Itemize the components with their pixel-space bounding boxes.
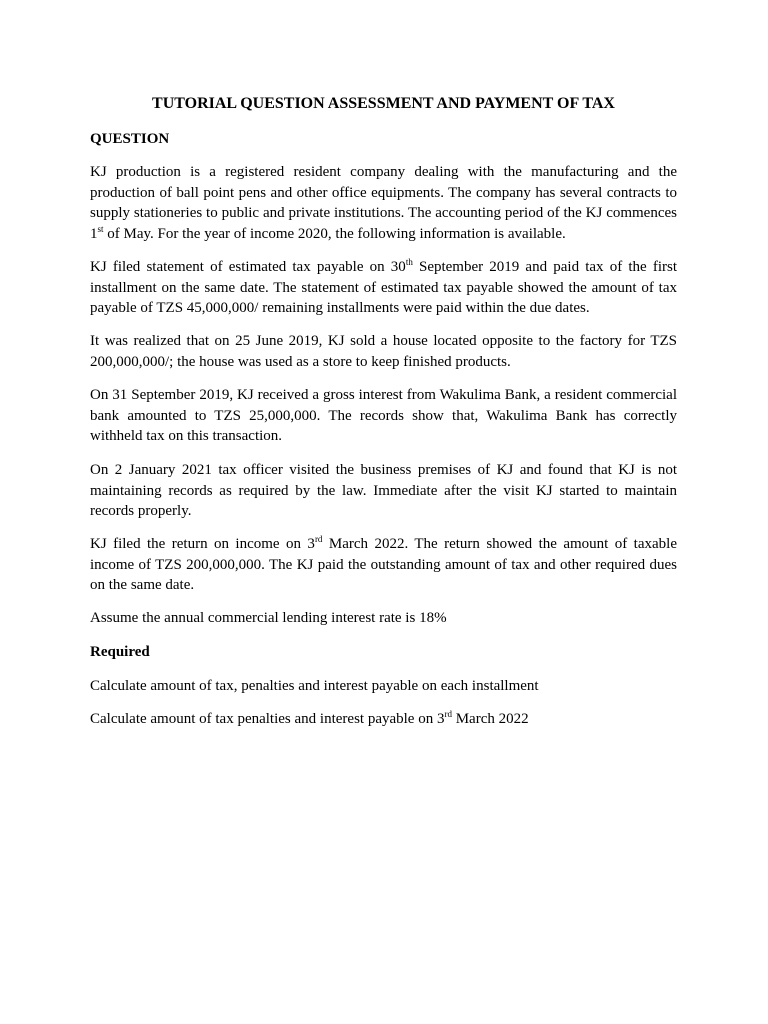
required-heading: Required (90, 644, 150, 660)
paragraph-text: KJ production is a registered resident company dealing with the manufacturing and the production of ball point pens and other office equipments. The company has several contracts to supply stationeries to public and private institutions. The accounting period of the KJ commences 1 (90, 164, 677, 242)
paragraph-interest-rate: Assume the annual commercial lending interest rate is 18% (90, 610, 447, 626)
paragraph-text: of May. For the year of income 2020, the following information is available. (103, 225, 566, 242)
ordinal-suffix: rd (444, 709, 452, 719)
paragraph-text: Calculate amount of tax penalties and interest payable on 3 (90, 711, 445, 727)
paragraph-tax-officer-visit: On 2 January 2021 tax officer visited the business premises of KJ and found that KJ is not maintaining records as required by the law. Immediate after the visit KJ started to maintain records properly. (90, 462, 677, 519)
ordinal-suffix: rd (314, 534, 323, 544)
ordinal-suffix: th (405, 257, 413, 267)
paragraph-text: KJ filed the return on income on 3 (90, 536, 315, 552)
question-heading: QUESTION (90, 131, 170, 147)
required-item-installments: Calculate amount of tax, penalties and interest payable on each installment (90, 678, 539, 694)
paragraph-text: March 2022 (451, 711, 529, 727)
paragraph-text: March 2022. The return showed the amount of taxable income of TZS 200,000,000. The KJ paid the outstanding amount of tax and other required dues on the same date. (90, 536, 677, 593)
document-title: TUTORIAL QUESTION ASSESSMENT AND PAYMENT OF TAX (152, 95, 615, 112)
ordinal-suffix: st (97, 223, 104, 234)
paragraph-company-info (90, 162, 677, 244)
paragraph-estimated-tax (90, 257, 677, 319)
paragraph-return-filing (90, 534, 677, 596)
paragraph-house-sale: It was realized that on 25 June 2019, KJ sold a house located opposite to the factory for TZS 200,000,000/; the house was used as a store to keep finished products. (90, 333, 677, 370)
paragraph-bank-interest: On 31 September 2019, KJ received a gross interest from Wakulima Bank, a resident commercial bank amounted to TZS 25,000,000. The records show that, Wakulima Bank has correctly withheld tax on this transaction. (90, 387, 677, 444)
paragraph-text: September 2019 and paid tax of the first installment on the same date. The statement of estimated tax payable showed the amount of tax payable of TZS 45,000,000/ remaining installments were paid within the due dates. (90, 259, 677, 316)
required-item-march-2022 (90, 709, 677, 730)
paragraph-text: KJ filed statement of estimated tax payable on 30 (90, 259, 406, 275)
